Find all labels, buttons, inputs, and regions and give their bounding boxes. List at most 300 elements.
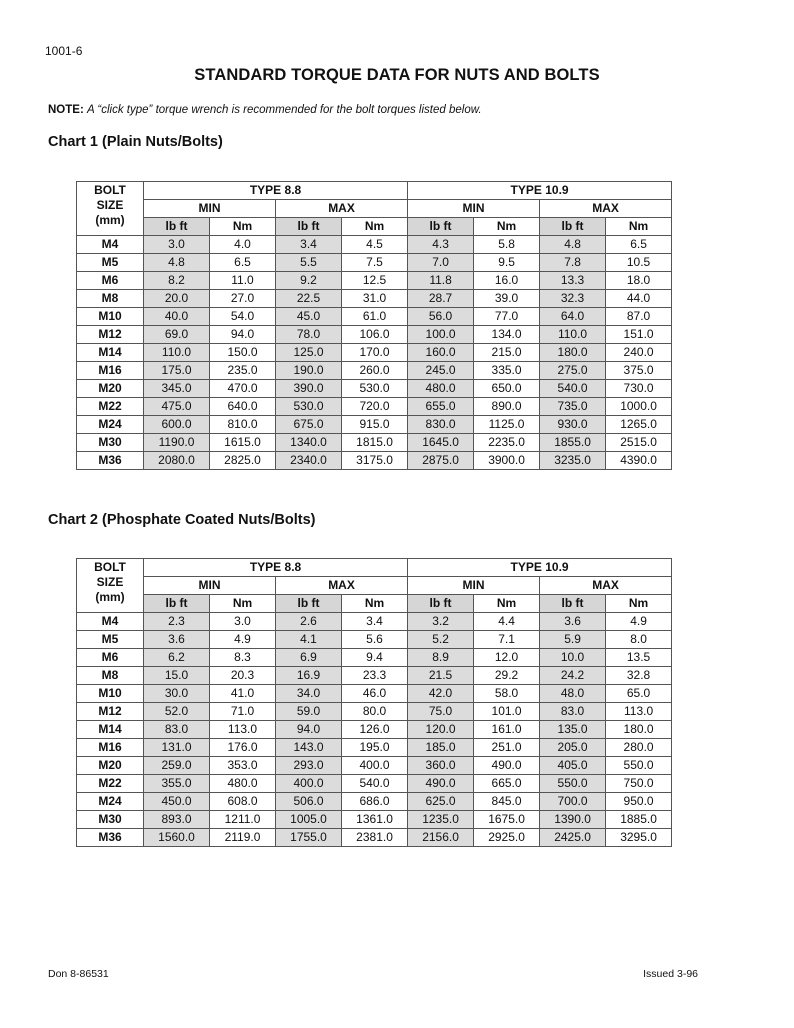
nm-value-cell: 41.0 (210, 685, 276, 703)
nm-value-cell: 44.0 (606, 290, 672, 308)
lbft-value-cell: 42.0 (408, 685, 474, 703)
lbft-value-cell: 75.0 (408, 703, 474, 721)
nm-value-cell: 170.0 (342, 344, 408, 362)
lbft-value-cell: 4.3 (408, 236, 474, 254)
lbft-value-cell: 52.0 (144, 703, 210, 721)
nm-value-cell: 87.0 (606, 308, 672, 326)
bolt-size-cell: M14 (77, 344, 144, 362)
lbft-value-cell: 64.0 (540, 308, 606, 326)
nm-value-cell: 126.0 (342, 721, 408, 739)
nm-value-cell: 1000.0 (606, 398, 672, 416)
nm-value-cell: 3900.0 (474, 452, 540, 470)
nm-value-cell: 195.0 (342, 739, 408, 757)
nm-header: Nm (210, 595, 276, 613)
nm-value-cell: 3.4 (342, 613, 408, 631)
bolt-size-header-line: BOLT (94, 183, 126, 197)
lbft-value-cell: 400.0 (276, 775, 342, 793)
nm-value-cell: 65.0 (606, 685, 672, 703)
bolt-size-header (77, 559, 144, 613)
nm-value-cell: 608.0 (210, 793, 276, 811)
nm-header: Nm (342, 218, 408, 236)
nm-value-cell: 730.0 (606, 380, 672, 398)
lbft-value-cell: 13.3 (540, 272, 606, 290)
nm-value-cell: 13.5 (606, 649, 672, 667)
nm-value-cell: 6.5 (606, 236, 672, 254)
nm-value-cell: 71.0 (210, 703, 276, 721)
table-row (77, 380, 672, 398)
nm-value-cell: 260.0 (342, 362, 408, 380)
lbft-value-cell: 8.2 (144, 272, 210, 290)
lbft-value-cell: 4.8 (144, 254, 210, 272)
nm-value-cell: 1615.0 (210, 434, 276, 452)
max-header: MAX (276, 577, 408, 595)
nm-value-cell: 1361.0 (342, 811, 408, 829)
nm-value-cell: 720.0 (342, 398, 408, 416)
nm-value-cell: 32.8 (606, 667, 672, 685)
lbft-value-cell: 24.2 (540, 667, 606, 685)
table-row (77, 757, 672, 775)
bolt-size-cell: M10 (77, 685, 144, 703)
table-row (77, 775, 672, 793)
lbft-value-cell: 1340.0 (276, 434, 342, 452)
lbft-value-cell: 360.0 (408, 757, 474, 775)
lbft-value-cell: 506.0 (276, 793, 342, 811)
lbft-value-cell: 6.9 (276, 649, 342, 667)
lbft-value-cell: 245.0 (408, 362, 474, 380)
bolt-size-cell: M20 (77, 757, 144, 775)
lbft-value-cell: 190.0 (276, 362, 342, 380)
nm-value-cell: 1675.0 (474, 811, 540, 829)
nm-value-cell: 4.9 (210, 631, 276, 649)
table-row (77, 308, 672, 326)
lbft-value-cell: 83.0 (144, 721, 210, 739)
lbft-value-cell: 675.0 (276, 416, 342, 434)
page-number: 1001-6 (45, 44, 83, 58)
lbft-value-cell: 69.0 (144, 326, 210, 344)
lbft-value-cell: 355.0 (144, 775, 210, 793)
table-row (77, 272, 672, 290)
lbft-value-cell: 131.0 (144, 739, 210, 757)
bolt-size-cell: M36 (77, 452, 144, 470)
nm-value-cell: 845.0 (474, 793, 540, 811)
nm-value-cell: 101.0 (474, 703, 540, 721)
bolt-size-cell: M24 (77, 793, 144, 811)
bolt-size-cell: M4 (77, 236, 144, 254)
max-header: MAX (540, 200, 672, 218)
nm-value-cell: 2925.0 (474, 829, 540, 847)
lbft-value-cell: 2080.0 (144, 452, 210, 470)
nm-value-cell: 1815.0 (342, 434, 408, 452)
nm-value-cell: 375.0 (606, 362, 672, 380)
nm-value-cell: 58.0 (474, 685, 540, 703)
nm-value-cell: 27.0 (210, 290, 276, 308)
lbft-value-cell: 48.0 (540, 685, 606, 703)
lbft-value-cell: 2425.0 (540, 829, 606, 847)
min-header: MIN (408, 200, 540, 218)
lbft-value-cell: 2875.0 (408, 452, 474, 470)
note (48, 104, 482, 116)
lbft-value-cell: 3.6 (144, 631, 210, 649)
nm-value-cell: 151.0 (606, 326, 672, 344)
nm-value-cell: 10.5 (606, 254, 672, 272)
bolt-size-cell: M22 (77, 398, 144, 416)
lbft-value-cell: 625.0 (408, 793, 474, 811)
lbft-value-cell: 7.8 (540, 254, 606, 272)
nm-value-cell: 31.0 (342, 290, 408, 308)
nm-value-cell: 94.0 (210, 326, 276, 344)
bolt-size-cell: M16 (77, 739, 144, 757)
nm-value-cell: 890.0 (474, 398, 540, 416)
bolt-size-cell: M8 (77, 667, 144, 685)
lbft-value-cell: 259.0 (144, 757, 210, 775)
nm-value-cell: 8.0 (606, 631, 672, 649)
bolt-size-header-line: (mm) (95, 213, 125, 227)
lbft-value-cell: 56.0 (408, 308, 474, 326)
nm-value-cell: 251.0 (474, 739, 540, 757)
lbft-value-cell: 11.8 (408, 272, 474, 290)
type-10-9-header: TYPE 10.9 (408, 182, 672, 200)
chart-2-title: Chart 2 (Phosphate Coated Nuts/Bolts) (48, 512, 316, 528)
table-row (77, 703, 672, 721)
nm-value-cell: 5.6 (342, 631, 408, 649)
lbft-value-cell: 2340.0 (276, 452, 342, 470)
lbft-value-cell: 120.0 (408, 721, 474, 739)
nm-value-cell: 235.0 (210, 362, 276, 380)
lbft-value-cell: 135.0 (540, 721, 606, 739)
lbft-value-cell: 143.0 (276, 739, 342, 757)
nm-header: Nm (606, 595, 672, 613)
bolt-size-cell: M5 (77, 254, 144, 272)
nm-header: Nm (474, 218, 540, 236)
nm-value-cell: 9.4 (342, 649, 408, 667)
nm-value-cell: 5.8 (474, 236, 540, 254)
lbft-value-cell: 490.0 (408, 775, 474, 793)
table-row (77, 721, 672, 739)
nm-value-cell: 915.0 (342, 416, 408, 434)
lbft-header: lb ft (144, 218, 210, 236)
bolt-size-header-line: SIZE (96, 198, 124, 212)
lbft-value-cell: 7.0 (408, 254, 474, 272)
lbft-value-cell: 78.0 (276, 326, 342, 344)
nm-value-cell: 134.0 (474, 326, 540, 344)
table-row (77, 362, 672, 380)
lbft-value-cell: 5.2 (408, 631, 474, 649)
lbft-value-cell: 450.0 (144, 793, 210, 811)
nm-value-cell: 650.0 (474, 380, 540, 398)
bolt-size-cell: M22 (77, 775, 144, 793)
lbft-value-cell: 205.0 (540, 739, 606, 757)
lbft-value-cell: 293.0 (276, 757, 342, 775)
table-row (77, 613, 672, 631)
nm-value-cell: 39.0 (474, 290, 540, 308)
lbft-value-cell: 160.0 (408, 344, 474, 362)
nm-value-cell: 240.0 (606, 344, 672, 362)
nm-header: Nm (606, 218, 672, 236)
nm-value-cell: 6.5 (210, 254, 276, 272)
nm-value-cell: 4.9 (606, 613, 672, 631)
bolt-size-cell: M14 (77, 721, 144, 739)
table-row (77, 829, 672, 847)
lbft-value-cell: 32.3 (540, 290, 606, 308)
nm-value-cell: 810.0 (210, 416, 276, 434)
lbft-value-cell: 1190.0 (144, 434, 210, 452)
lbft-value-cell: 390.0 (276, 380, 342, 398)
lbft-value-cell: 550.0 (540, 775, 606, 793)
nm-value-cell: 61.0 (342, 308, 408, 326)
lbft-value-cell: 475.0 (144, 398, 210, 416)
lbft-value-cell: 480.0 (408, 380, 474, 398)
nm-value-cell: 150.0 (210, 344, 276, 362)
lbft-value-cell: 930.0 (540, 416, 606, 434)
nm-value-cell: 480.0 (210, 775, 276, 793)
lbft-value-cell: 22.5 (276, 290, 342, 308)
lbft-value-cell: 530.0 (276, 398, 342, 416)
nm-value-cell: 113.0 (210, 721, 276, 739)
lbft-value-cell: 275.0 (540, 362, 606, 380)
lbft-value-cell: 3.2 (408, 613, 474, 631)
lbft-value-cell: 180.0 (540, 344, 606, 362)
nm-header: Nm (474, 595, 540, 613)
nm-value-cell: 16.0 (474, 272, 540, 290)
lbft-value-cell: 5.9 (540, 631, 606, 649)
min-header: MIN (144, 577, 276, 595)
nm-value-cell: 46.0 (342, 685, 408, 703)
bolt-size-header (77, 182, 144, 236)
min-header: MIN (144, 200, 276, 218)
lbft-value-cell: 1645.0 (408, 434, 474, 452)
document-code: Don 8-86531 (48, 968, 109, 980)
nm-value-cell: 665.0 (474, 775, 540, 793)
nm-value-cell: 77.0 (474, 308, 540, 326)
nm-value-cell: 20.3 (210, 667, 276, 685)
nm-value-cell: 2235.0 (474, 434, 540, 452)
lbft-value-cell: 21.5 (408, 667, 474, 685)
type-8-8-header: TYPE 8.8 (144, 182, 408, 200)
nm-value-cell: 2515.0 (606, 434, 672, 452)
lbft-value-cell: 1390.0 (540, 811, 606, 829)
table-row (77, 452, 672, 470)
lbft-value-cell: 59.0 (276, 703, 342, 721)
lbft-value-cell: 700.0 (540, 793, 606, 811)
lbft-value-cell: 28.7 (408, 290, 474, 308)
table-row (77, 631, 672, 649)
nm-value-cell: 12.0 (474, 649, 540, 667)
nm-value-cell: 353.0 (210, 757, 276, 775)
lbft-value-cell: 40.0 (144, 308, 210, 326)
lbft-value-cell: 2156.0 (408, 829, 474, 847)
lbft-value-cell: 94.0 (276, 721, 342, 739)
nm-value-cell: 4.0 (210, 236, 276, 254)
lbft-value-cell: 6.2 (144, 649, 210, 667)
lbft-value-cell: 175.0 (144, 362, 210, 380)
nm-value-cell: 280.0 (606, 739, 672, 757)
lbft-value-cell: 4.8 (540, 236, 606, 254)
nm-value-cell: 2381.0 (342, 829, 408, 847)
nm-header: Nm (210, 218, 276, 236)
table-row (77, 326, 672, 344)
nm-value-cell: 530.0 (342, 380, 408, 398)
lbft-value-cell: 1235.0 (408, 811, 474, 829)
type-10-9-header: TYPE 10.9 (408, 559, 672, 577)
bolt-size-cell: M8 (77, 290, 144, 308)
nm-value-cell: 12.5 (342, 272, 408, 290)
min-header: MIN (408, 577, 540, 595)
bolt-size-header-line: (mm) (95, 590, 125, 604)
lbft-value-cell: 893.0 (144, 811, 210, 829)
note-text: A “click type” torque wrench is recommended for the bolt torques listed below. (86, 104, 482, 116)
nm-value-cell: 106.0 (342, 326, 408, 344)
nm-value-cell: 1265.0 (606, 416, 672, 434)
table-row (77, 793, 672, 811)
nm-value-cell: 550.0 (606, 757, 672, 775)
lbft-value-cell: 83.0 (540, 703, 606, 721)
table-row (77, 649, 672, 667)
nm-value-cell: 54.0 (210, 308, 276, 326)
issue-date: Issued 3-96 (643, 968, 698, 980)
table-row (77, 416, 672, 434)
nm-value-cell: 470.0 (210, 380, 276, 398)
lbft-value-cell: 110.0 (540, 326, 606, 344)
bolt-size-header-line: BOLT (94, 560, 126, 574)
nm-value-cell: 400.0 (342, 757, 408, 775)
nm-value-cell: 7.1 (474, 631, 540, 649)
bolt-size-header-line: SIZE (96, 575, 124, 589)
bolt-size-cell: M6 (77, 649, 144, 667)
chart-1-title: Chart 1 (Plain Nuts/Bolts) (48, 134, 223, 150)
table-row (77, 398, 672, 416)
lbft-value-cell: 735.0 (540, 398, 606, 416)
nm-value-cell: 950.0 (606, 793, 672, 811)
nm-value-cell: 640.0 (210, 398, 276, 416)
bolt-size-cell: M36 (77, 829, 144, 847)
nm-value-cell: 8.3 (210, 649, 276, 667)
table-row (77, 344, 672, 362)
nm-value-cell: 2825.0 (210, 452, 276, 470)
nm-value-cell: 4.5 (342, 236, 408, 254)
lbft-value-cell: 9.2 (276, 272, 342, 290)
bolt-size-cell: M12 (77, 326, 144, 344)
lbft-value-cell: 20.0 (144, 290, 210, 308)
nm-value-cell: 176.0 (210, 739, 276, 757)
lbft-value-cell: 1855.0 (540, 434, 606, 452)
lbft-value-cell: 110.0 (144, 344, 210, 362)
lbft-value-cell: 185.0 (408, 739, 474, 757)
lbft-header: lb ft (540, 595, 606, 613)
lbft-value-cell: 10.0 (540, 649, 606, 667)
table-row (77, 739, 672, 757)
nm-value-cell: 4.4 (474, 613, 540, 631)
bolt-size-cell: M30 (77, 434, 144, 452)
nm-value-cell: 29.2 (474, 667, 540, 685)
bolt-size-cell: M20 (77, 380, 144, 398)
nm-value-cell: 3175.0 (342, 452, 408, 470)
bolt-size-cell: M30 (77, 811, 144, 829)
nm-header: Nm (342, 595, 408, 613)
nm-value-cell: 1211.0 (210, 811, 276, 829)
table-row (77, 290, 672, 308)
lbft-value-cell: 540.0 (540, 380, 606, 398)
lbft-value-cell: 125.0 (276, 344, 342, 362)
nm-value-cell: 3295.0 (606, 829, 672, 847)
table-row (77, 667, 672, 685)
lbft-value-cell: 45.0 (276, 308, 342, 326)
nm-value-cell: 1885.0 (606, 811, 672, 829)
lbft-value-cell: 16.9 (276, 667, 342, 685)
torque-table-chart-1 (76, 181, 672, 470)
nm-value-cell: 113.0 (606, 703, 672, 721)
lbft-header: lb ft (540, 218, 606, 236)
lbft-header: lb ft (408, 595, 474, 613)
nm-value-cell: 161.0 (474, 721, 540, 739)
nm-value-cell: 490.0 (474, 757, 540, 775)
lbft-value-cell: 100.0 (408, 326, 474, 344)
document-title: STANDARD TORQUE DATA FOR NUTS AND BOLTS (194, 66, 600, 84)
nm-value-cell: 4390.0 (606, 452, 672, 470)
bolt-size-cell: M4 (77, 613, 144, 631)
note-label: NOTE: (48, 104, 84, 116)
nm-value-cell: 2119.0 (210, 829, 276, 847)
lbft-value-cell: 1005.0 (276, 811, 342, 829)
bolt-size-cell: M24 (77, 416, 144, 434)
max-header: MAX (276, 200, 408, 218)
nm-value-cell: 3.0 (210, 613, 276, 631)
nm-value-cell: 750.0 (606, 775, 672, 793)
type-8-8-header: TYPE 8.8 (144, 559, 408, 577)
lbft-value-cell: 30.0 (144, 685, 210, 703)
bolt-size-cell: M16 (77, 362, 144, 380)
nm-value-cell: 9.5 (474, 254, 540, 272)
lbft-header: lb ft (276, 218, 342, 236)
lbft-value-cell: 1560.0 (144, 829, 210, 847)
lbft-header: lb ft (144, 595, 210, 613)
lbft-value-cell: 5.5 (276, 254, 342, 272)
bolt-size-cell: M10 (77, 308, 144, 326)
lbft-value-cell: 3.6 (540, 613, 606, 631)
lbft-header: lb ft (408, 218, 474, 236)
nm-value-cell: 215.0 (474, 344, 540, 362)
lbft-value-cell: 1755.0 (276, 829, 342, 847)
table-row (77, 254, 672, 272)
lbft-value-cell: 15.0 (144, 667, 210, 685)
lbft-value-cell: 4.1 (276, 631, 342, 649)
lbft-value-cell: 8.9 (408, 649, 474, 667)
nm-value-cell: 540.0 (342, 775, 408, 793)
nm-value-cell: 11.0 (210, 272, 276, 290)
nm-value-cell: 23.3 (342, 667, 408, 685)
nm-value-cell: 80.0 (342, 703, 408, 721)
torque-table-chart-2 (76, 558, 672, 847)
lbft-value-cell: 34.0 (276, 685, 342, 703)
nm-value-cell: 7.5 (342, 254, 408, 272)
nm-value-cell: 180.0 (606, 721, 672, 739)
bolt-size-cell: M12 (77, 703, 144, 721)
lbft-header: lb ft (276, 595, 342, 613)
lbft-value-cell: 2.3 (144, 613, 210, 631)
lbft-value-cell: 3.0 (144, 236, 210, 254)
nm-value-cell: 335.0 (474, 362, 540, 380)
lbft-value-cell: 600.0 (144, 416, 210, 434)
lbft-value-cell: 2.6 (276, 613, 342, 631)
nm-value-cell: 686.0 (342, 793, 408, 811)
table-row (77, 685, 672, 703)
table-row (77, 434, 672, 452)
table-row (77, 811, 672, 829)
nm-value-cell: 1125.0 (474, 416, 540, 434)
lbft-value-cell: 405.0 (540, 757, 606, 775)
lbft-value-cell: 655.0 (408, 398, 474, 416)
lbft-value-cell: 3.4 (276, 236, 342, 254)
table-row (77, 236, 672, 254)
